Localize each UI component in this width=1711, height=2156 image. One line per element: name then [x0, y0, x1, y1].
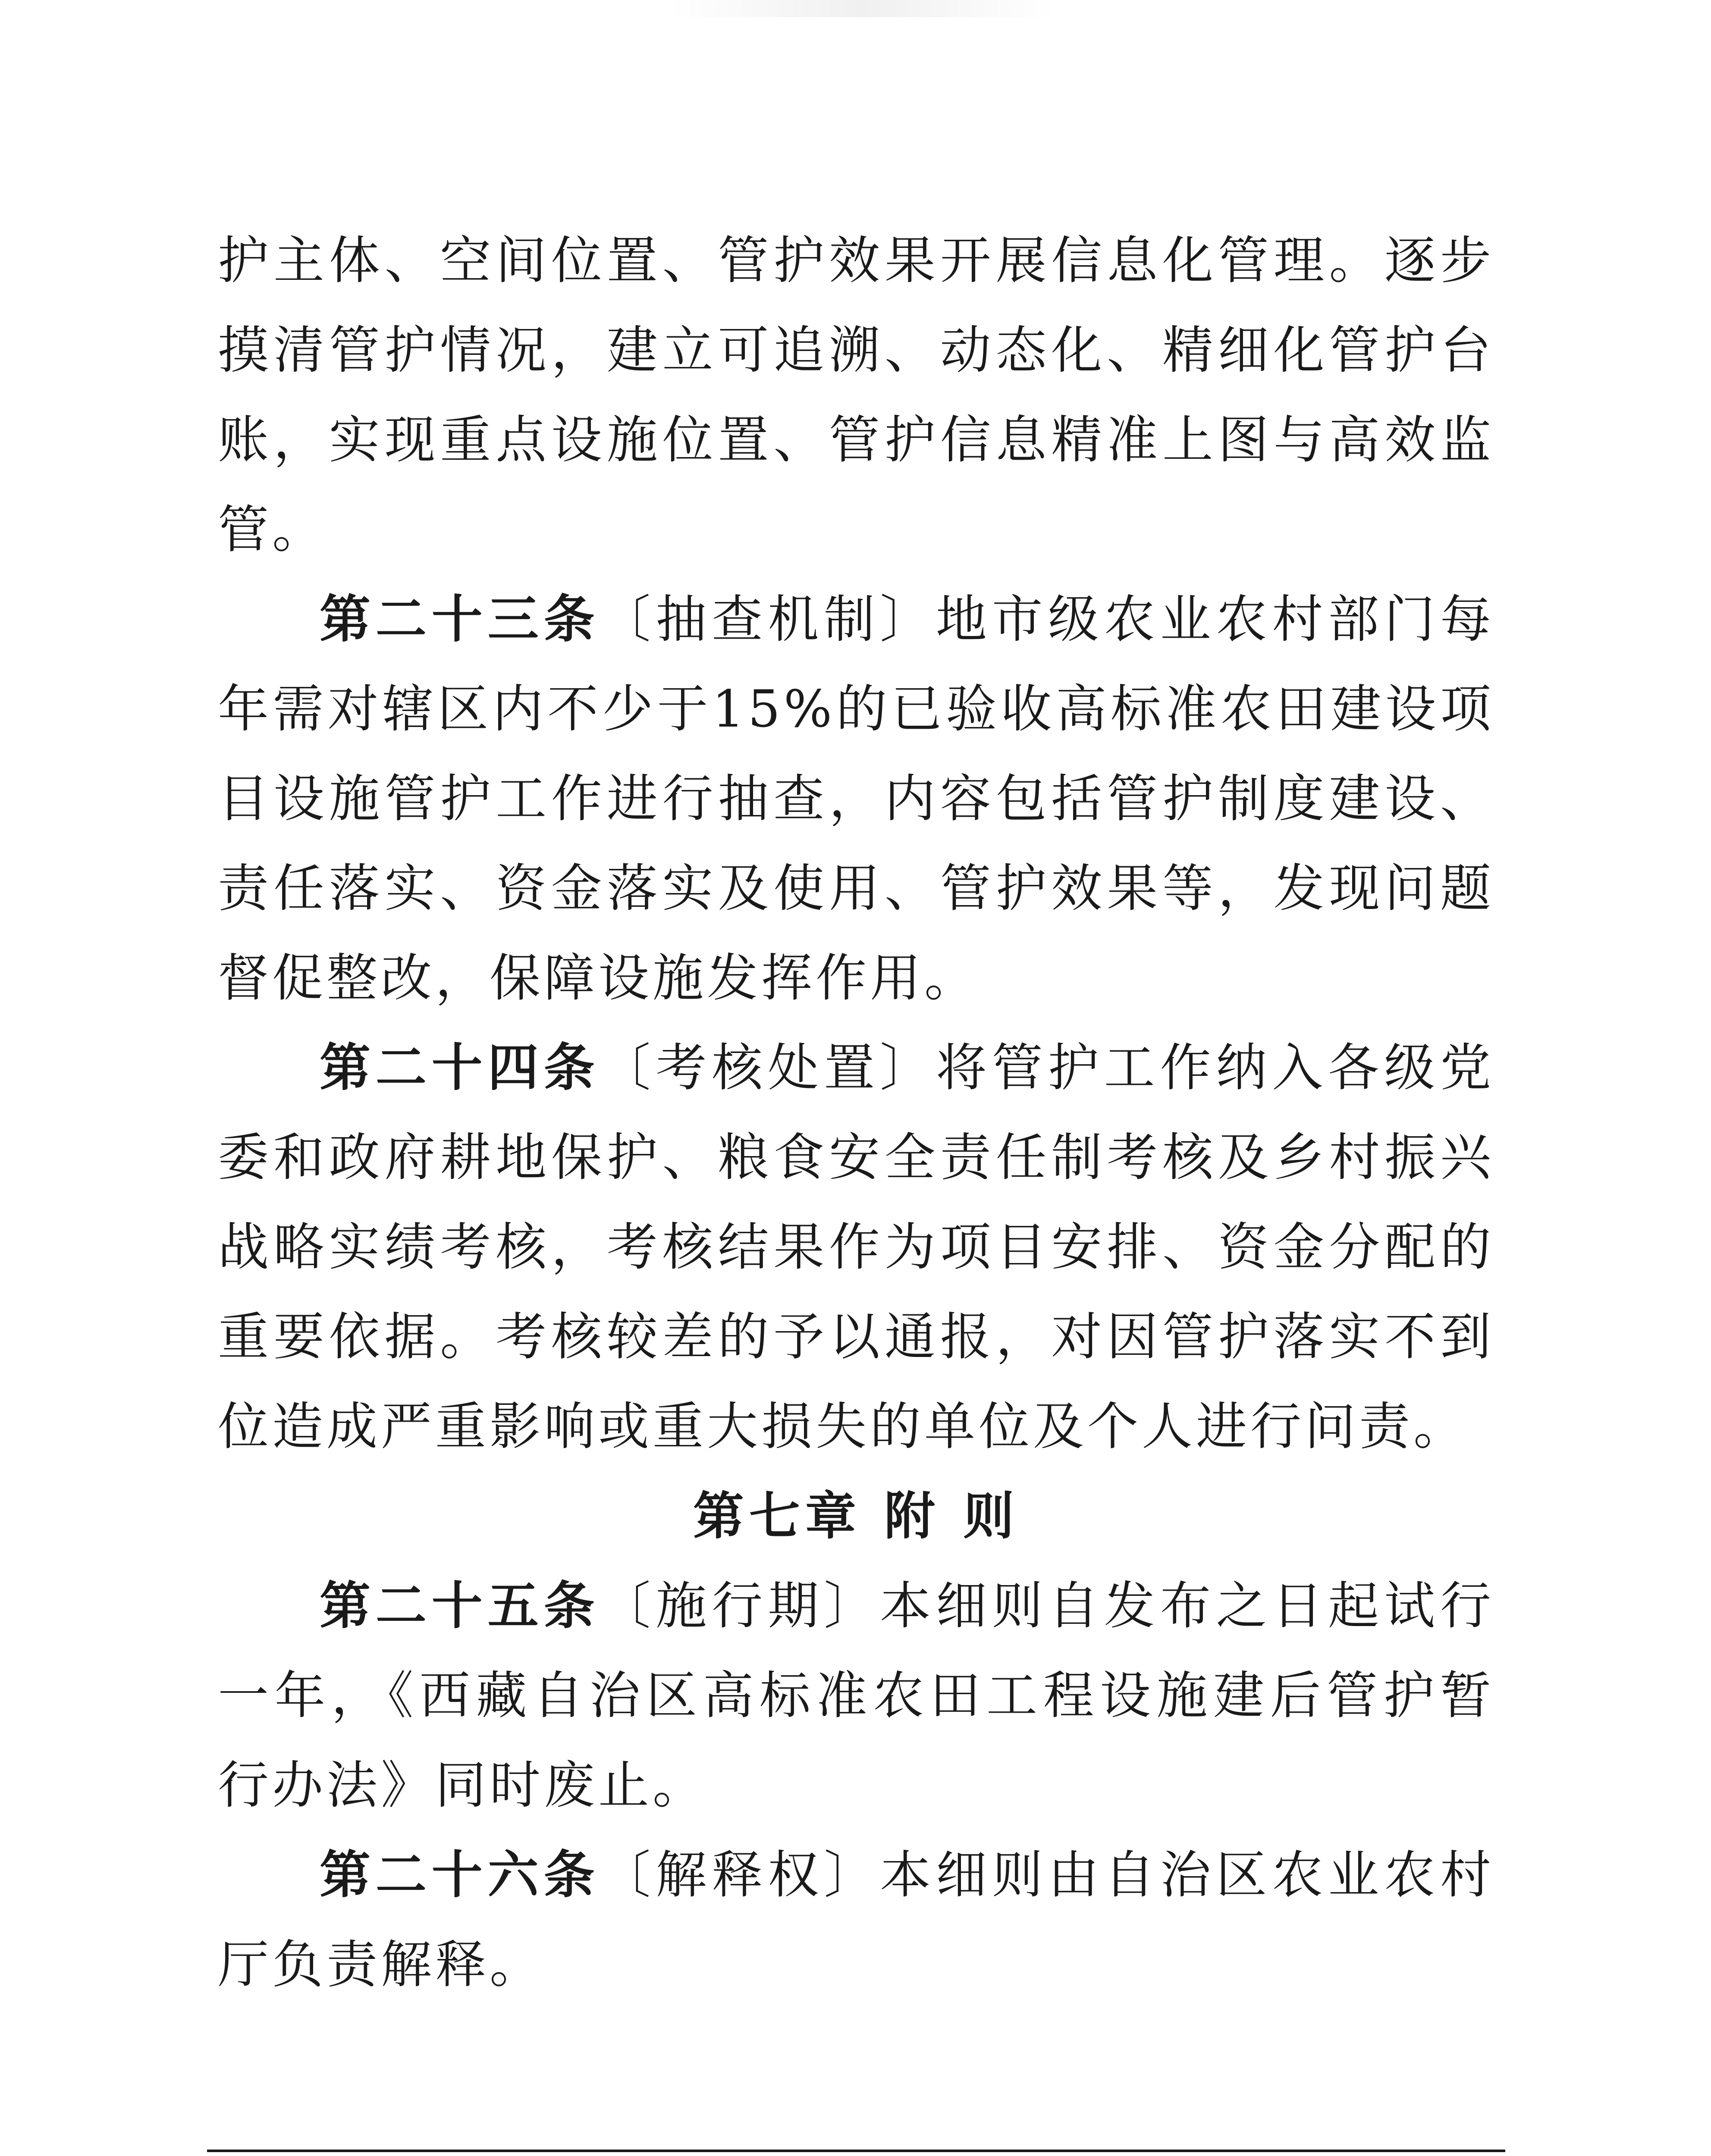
article-number: 第二十四条 — [320, 1037, 600, 1097]
article-number: 第二十六条 — [320, 1845, 600, 1905]
scan-artifact — [669, 0, 1057, 17]
article-text: 〔抽查机制〕地市级农业农村部门每年需对辖区内不少于15%的已验收高标准农田建设项目设施管护工作进行抽查，内容包括管护制度建设、责任落实、资金落实及使用、管护效果等，发现问题督促整改，保障设施发挥作用。 — [218, 589, 1494, 1008]
paragraph-text: 护主体、空间位置、管护效果开展信息化管理。逐步摸清管护情况，建立可追溯、动态化、精细化管护台账，实现重点设施位置、管护信息精准上图与高效监管。 — [218, 231, 1494, 559]
article-25 — [218, 1561, 1494, 1830]
article-number: 第二十三条 — [320, 589, 600, 649]
article-number: 第二十五条 — [320, 1576, 600, 1636]
article-text: 〔考核处置〕将管护工作纳入各级党委和政府耕地保护、粮食安全责任制考核及乡村振兴战略实绩考核，考核结果作为项目安排、资金分配的重要依据。考核较差的予以通报，对因管护落实不到位造成严重影响或重大损失的单位及个人进行问责。 — [218, 1038, 1494, 1456]
article-23 — [218, 574, 1494, 1023]
article-26 — [218, 1830, 1494, 2009]
footer-top-rule — [207, 2150, 1505, 2152]
article-24 — [218, 1023, 1494, 1471]
article-text: 〔解释权〕本细则由自治区农业农村厅负责解释。 — [218, 1845, 1494, 1994]
article-text: 〔施行期〕本细则自发布之日起试行一年，《西藏自治区高标准农田工程设施建后管护暂行办法》同时废止。 — [218, 1576, 1494, 1815]
document-body — [218, 216, 1494, 2009]
chapter-title: 第七章 附 则 — [693, 1486, 1020, 1546]
paragraph-continuation — [218, 216, 1494, 574]
